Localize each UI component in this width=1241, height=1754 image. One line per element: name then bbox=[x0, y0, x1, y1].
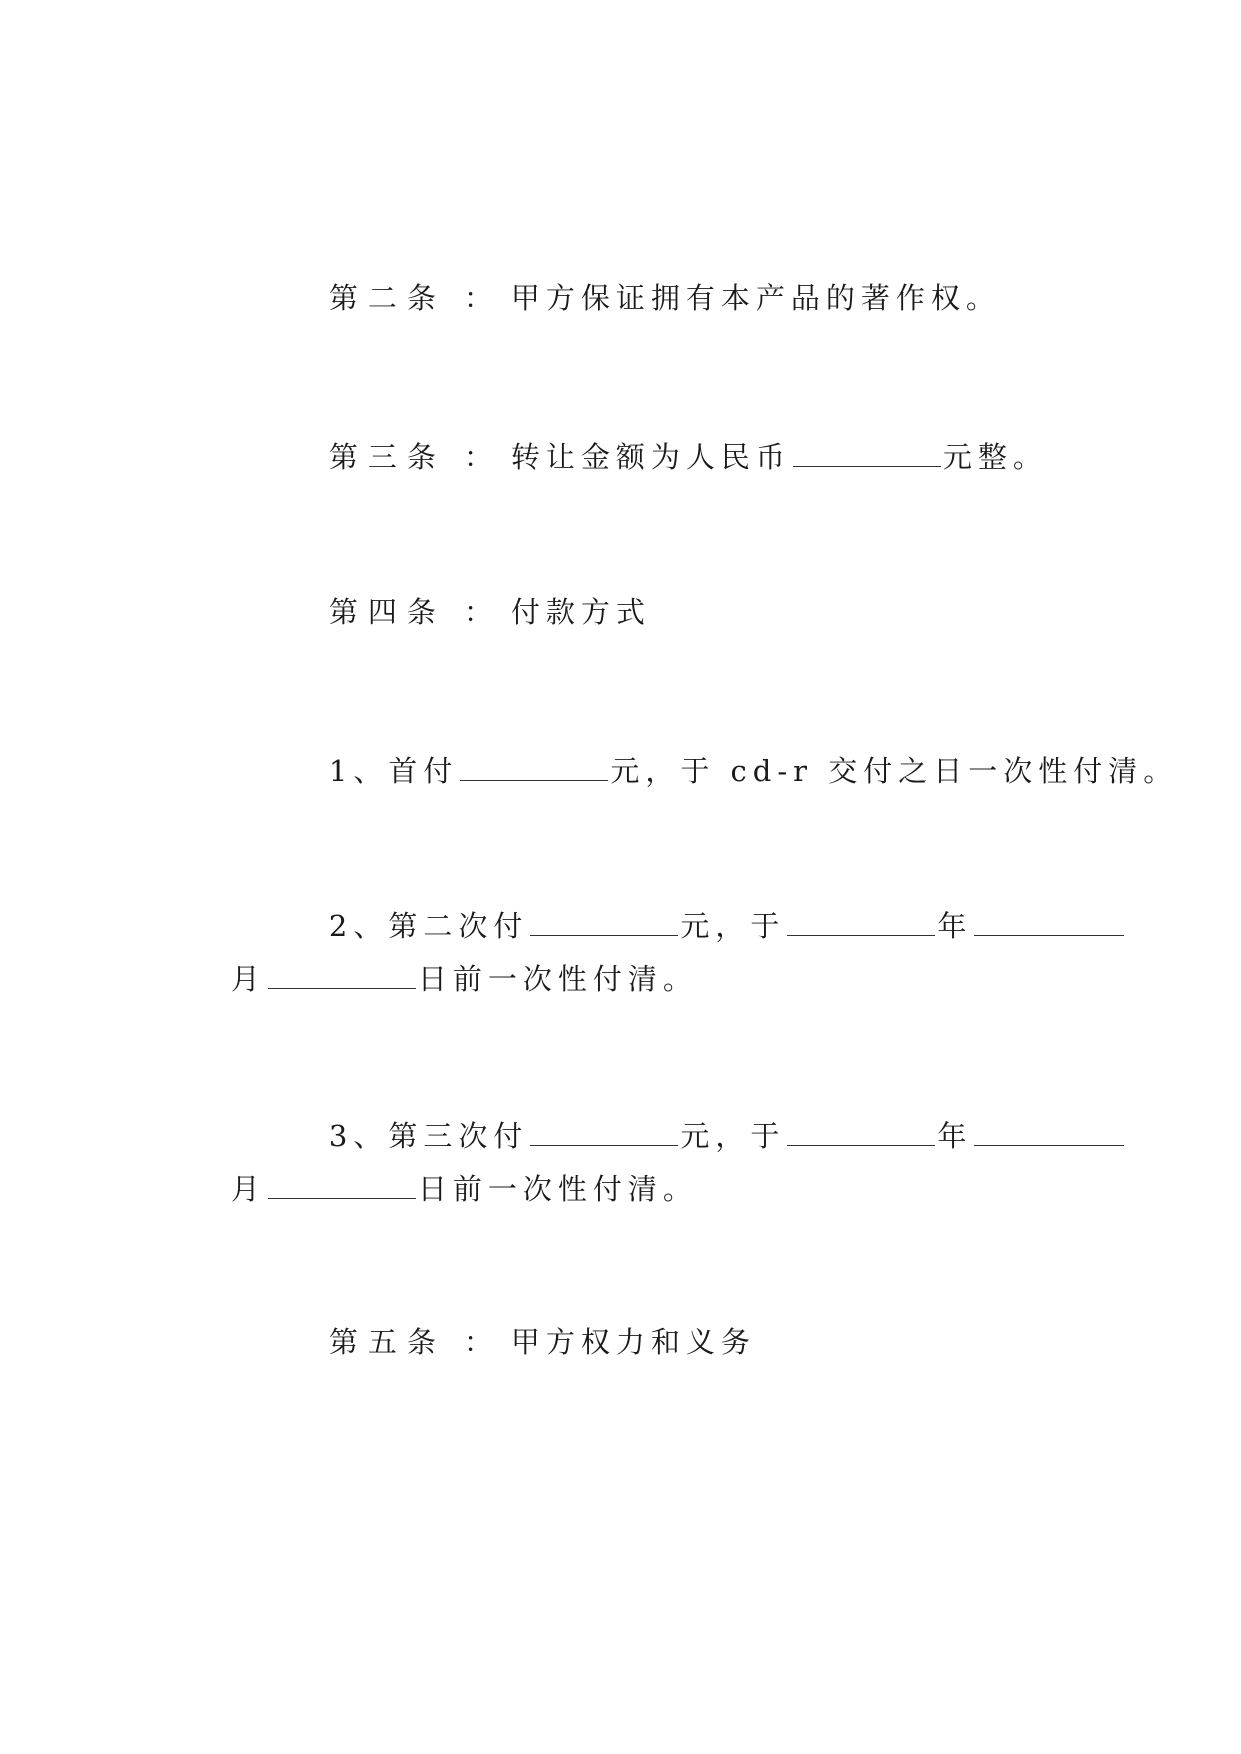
month-blank bbox=[974, 911, 1124, 936]
payment-tail: 日前一次性付清。 bbox=[417, 962, 698, 996]
day-blank bbox=[268, 964, 416, 989]
article-label: 第五条 bbox=[328, 1325, 446, 1359]
payment-1 bbox=[268, 727, 1178, 815]
payment-text: 元，于 cd-r 交付之日一次性付清。 bbox=[610, 754, 1179, 788]
payment-2-line-2 bbox=[170, 935, 698, 1023]
payment-tail: 日前一次性付清。 bbox=[417, 1172, 698, 1206]
article-colon: ： bbox=[463, 440, 499, 474]
article-5 bbox=[268, 1299, 756, 1386]
amount-blank bbox=[793, 442, 941, 467]
amount-blank bbox=[460, 756, 608, 781]
article-2 bbox=[268, 255, 1001, 342]
payment-year: 年 bbox=[937, 909, 973, 943]
payment-prefix: 1、首付 bbox=[328, 754, 459, 788]
article-colon: ： bbox=[463, 281, 499, 315]
year-blank bbox=[787, 911, 935, 936]
amount-blank bbox=[530, 1121, 678, 1146]
month-blank bbox=[974, 1121, 1124, 1146]
day-blank bbox=[268, 1174, 416, 1199]
payment-yuan: 元，于 bbox=[680, 909, 786, 943]
article-3 bbox=[268, 413, 1048, 501]
article-text: 甲方保证拥有本产品的著作权。 bbox=[510, 281, 1001, 315]
payment-month: 月 bbox=[230, 962, 266, 996]
article-colon: ： bbox=[463, 1325, 499, 1359]
article-label: 第三条 bbox=[328, 440, 446, 474]
article-text: 甲方权力和义务 bbox=[510, 1325, 756, 1359]
article-text: 转让金额为人民币 bbox=[510, 440, 791, 474]
payment-month: 月 bbox=[230, 1172, 266, 1206]
article-label: 第四条 bbox=[328, 595, 446, 629]
payment-yuan: 元，于 bbox=[680, 1119, 786, 1153]
article-colon: ： bbox=[463, 595, 499, 629]
article-4 bbox=[268, 569, 651, 656]
payment-prefix: 2、第二次付 bbox=[328, 909, 529, 943]
article-text-after: 元整。 bbox=[942, 440, 1048, 474]
year-blank bbox=[787, 1121, 935, 1146]
article-label: 第二条 bbox=[328, 281, 446, 315]
payment-year: 年 bbox=[937, 1119, 973, 1153]
payment-prefix: 3、第三次付 bbox=[328, 1119, 529, 1153]
article-text: 付款方式 bbox=[510, 595, 651, 629]
payment-3-line-2 bbox=[170, 1145, 698, 1233]
amount-blank bbox=[530, 911, 678, 936]
